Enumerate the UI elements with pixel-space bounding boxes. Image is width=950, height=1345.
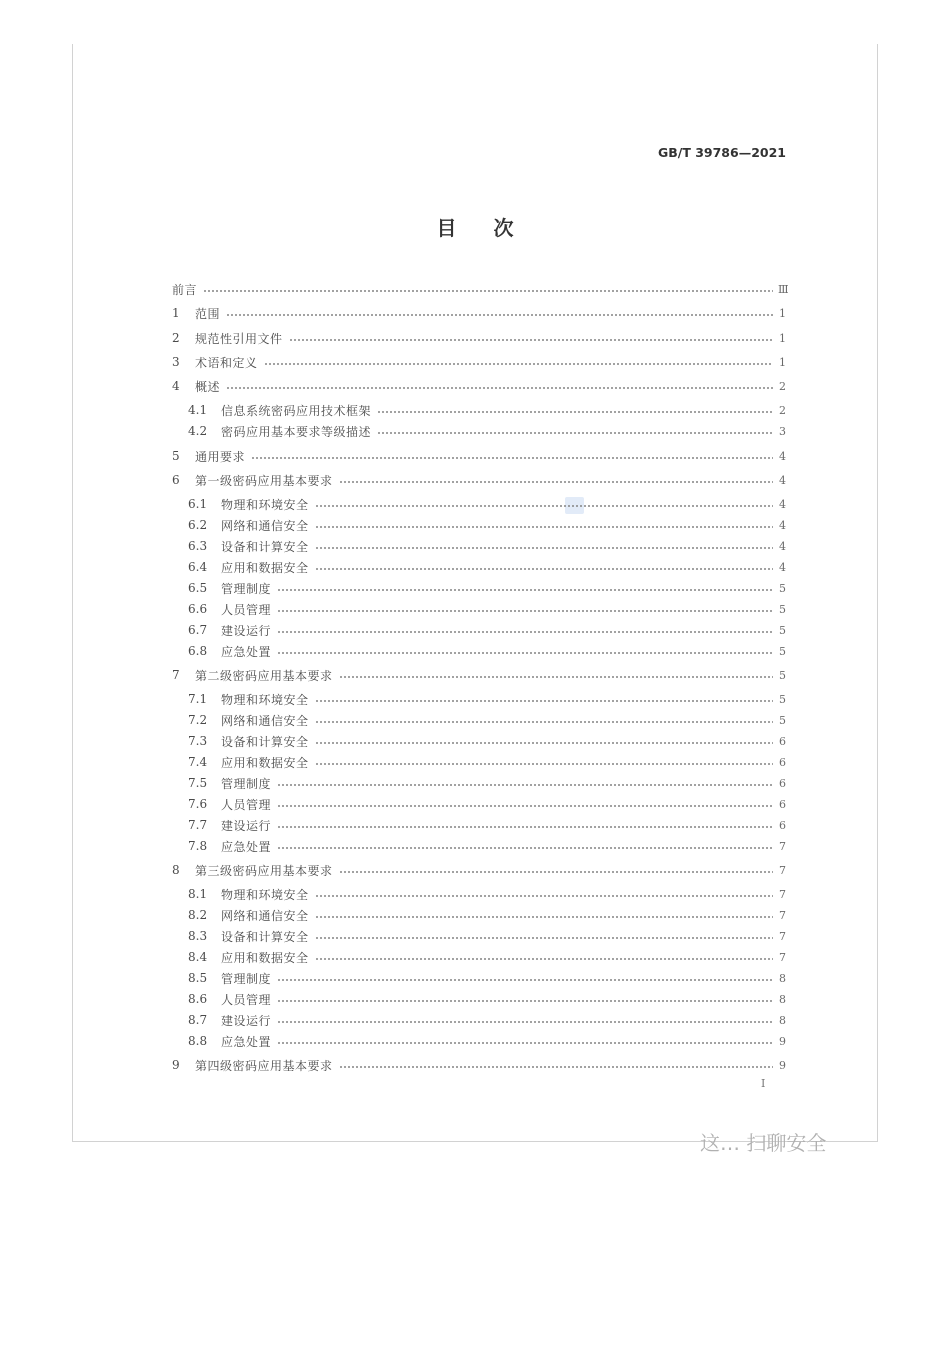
toc-entry-number: 7.2 bbox=[188, 713, 208, 727]
toc-leader-dots bbox=[315, 547, 773, 549]
toc-entry[interactable] bbox=[188, 927, 786, 945]
toc-entry-label: 建设运行 bbox=[221, 1013, 272, 1028]
toc-entry-label: 人员管理 bbox=[221, 602, 272, 617]
toc-leader-dots bbox=[377, 411, 773, 413]
toc-entry[interactable] bbox=[188, 621, 786, 639]
toc-entry-page: 6 bbox=[779, 797, 786, 811]
toc-entry-page: 3 bbox=[779, 424, 786, 438]
toc-entry-number: 8.7 bbox=[188, 1013, 208, 1027]
toc-leader-dots bbox=[315, 937, 773, 939]
toc-entry-label: 范围 bbox=[195, 306, 221, 321]
toc-entry-label: 网络和通信安全 bbox=[221, 713, 309, 728]
watermark-text: 这… 扫聊安全 bbox=[700, 1131, 827, 1155]
toc-entry[interactable] bbox=[172, 280, 789, 298]
toc-entry-number: 7.6 bbox=[188, 797, 208, 811]
toc-entry-label: 第四级密码应用基本要求 bbox=[195, 1058, 333, 1073]
toc-entry[interactable] bbox=[172, 861, 786, 879]
toc-entry-label: 管理制度 bbox=[221, 581, 272, 596]
toc-leader-dots bbox=[315, 721, 773, 723]
toc-entry-label: 第三级密码应用基本要求 bbox=[195, 863, 333, 878]
toc-entry-number: 1 bbox=[172, 306, 180, 320]
toc-entry-page: 7 bbox=[779, 908, 786, 922]
toc-entry-page: 9 bbox=[779, 1034, 786, 1048]
toc-entry-page: 8 bbox=[779, 1013, 786, 1027]
toc-leader-dots bbox=[277, 652, 773, 654]
toc-entry-label: 管理制度 bbox=[221, 971, 272, 986]
toc-leader-dots bbox=[277, 631, 773, 633]
toc-entry-page: 8 bbox=[779, 971, 786, 985]
toc-entry-number: 8 bbox=[172, 863, 180, 877]
toc-entry-number: 6.2 bbox=[188, 518, 208, 532]
toc-entry[interactable] bbox=[188, 795, 786, 813]
toc-entry-page: 8 bbox=[779, 992, 786, 1006]
toc-entry-label: 应用和数据安全 bbox=[221, 950, 309, 965]
toc-entry[interactable] bbox=[188, 711, 786, 729]
toc-entry-number: 8.6 bbox=[188, 992, 208, 1006]
toc-entry[interactable] bbox=[188, 774, 786, 792]
toc-entry-label: 信息系统密码应用技术框架 bbox=[221, 403, 372, 418]
toc-entry[interactable] bbox=[188, 1032, 786, 1050]
toc-entry-number: 7.8 bbox=[188, 839, 208, 853]
toc-leader-dots bbox=[339, 481, 773, 483]
toc-entry-number: 9 bbox=[172, 1058, 180, 1072]
toc-entry[interactable] bbox=[188, 690, 786, 708]
toc-entry-label: 人员管理 bbox=[221, 992, 272, 1007]
toc-entry-number: 6.1 bbox=[188, 497, 208, 511]
toc-entry-number: 4.1 bbox=[188, 403, 208, 417]
toc-entry-number: 6.6 bbox=[188, 602, 208, 616]
toc-entry-number: 7.7 bbox=[188, 818, 208, 832]
toc-entry-number: 6 bbox=[172, 473, 180, 487]
toc-entry-page: 4 bbox=[779, 560, 786, 574]
toc-entry-label: 管理制度 bbox=[221, 776, 272, 791]
toc-entry-page: 1 bbox=[779, 331, 786, 345]
toc-entry[interactable] bbox=[188, 732, 786, 750]
footer-page-number: I bbox=[761, 1077, 766, 1090]
toc-entry[interactable] bbox=[172, 329, 786, 347]
toc-entry-label: 应用和数据安全 bbox=[221, 560, 309, 575]
toc-entry-number: 2 bbox=[172, 331, 180, 345]
toc-entry[interactable] bbox=[188, 885, 786, 903]
toc-leader-dots bbox=[289, 339, 773, 341]
toc-entry[interactable] bbox=[188, 1011, 786, 1029]
toc-entry-number: 6.8 bbox=[188, 644, 208, 658]
toc-entry-number: 8.1 bbox=[188, 887, 208, 901]
toc-leader-dots bbox=[277, 847, 773, 849]
toc-entry-label: 人员管理 bbox=[221, 797, 272, 812]
toc-entry[interactable] bbox=[188, 558, 786, 576]
toc-leader-dots bbox=[315, 763, 773, 765]
toc-entry-label: 网络和通信安全 bbox=[221, 518, 309, 533]
toc-entry-label: 第二级密码应用基本要求 bbox=[195, 668, 333, 683]
toc-leader-dots bbox=[277, 1042, 773, 1044]
toc-entry[interactable] bbox=[188, 495, 786, 513]
toc-entry-label: 网络和通信安全 bbox=[221, 908, 309, 923]
toc-entry-page: 5 bbox=[779, 602, 786, 616]
toc-entry-number: 7.4 bbox=[188, 755, 208, 769]
toc-entry-label: 前言 bbox=[172, 282, 198, 297]
toc-entry-label: 应急处置 bbox=[221, 839, 272, 854]
toc-entry[interactable] bbox=[172, 304, 786, 322]
toc-leader-dots bbox=[277, 1000, 773, 1002]
toc-entry[interactable] bbox=[188, 516, 786, 534]
toc-entry-page: 4 bbox=[779, 497, 786, 511]
toc-entry-label: 设备和计算安全 bbox=[221, 929, 309, 944]
toc-leader-dots bbox=[277, 826, 773, 828]
toc-leader-dots bbox=[315, 526, 773, 528]
toc-entry-number: 3 bbox=[172, 355, 180, 369]
toc-entry[interactable] bbox=[188, 642, 786, 660]
toc-leader-dots bbox=[277, 979, 773, 981]
toc-entry-number: 6.3 bbox=[188, 539, 208, 553]
watermark-logo bbox=[700, 1128, 850, 1155]
toc-entry-page: 9 bbox=[779, 1058, 786, 1072]
toc-leader-dots bbox=[277, 1021, 773, 1023]
toc-leader-dots bbox=[277, 805, 773, 807]
toc-entry[interactable] bbox=[172, 377, 786, 395]
toc-entry-page: 2 bbox=[779, 403, 786, 417]
toc-entry-page: 5 bbox=[779, 623, 786, 637]
title-char-1: 目 bbox=[436, 216, 457, 240]
toc-entry[interactable] bbox=[172, 447, 786, 465]
toc-entry[interactable] bbox=[188, 837, 786, 855]
toc-entry-page: 4 bbox=[779, 449, 786, 463]
toc-leader-dots bbox=[203, 290, 773, 292]
toc-entry-page: 6 bbox=[779, 755, 786, 769]
toc-leader-dots bbox=[277, 589, 773, 591]
toc-entry-label: 设备和计算安全 bbox=[221, 539, 309, 554]
toc-entry-page: 7 bbox=[779, 950, 786, 964]
standard-number: GB/T 39786—2021 bbox=[657, 145, 786, 160]
toc-leader-dots bbox=[226, 314, 773, 316]
toc-leader-dots bbox=[226, 387, 773, 389]
toc-leader-dots bbox=[277, 610, 773, 612]
toc-entry[interactable] bbox=[188, 948, 786, 966]
toc-leader-dots bbox=[339, 676, 773, 678]
toc-entry[interactable] bbox=[188, 969, 786, 987]
toc-entry-number: 6.5 bbox=[188, 581, 208, 595]
toc-entry[interactable] bbox=[188, 906, 786, 924]
toc-entry-label: 建设运行 bbox=[221, 623, 272, 638]
toc-entry-page: 2 bbox=[779, 379, 786, 393]
toc-entry-label: 规范性引用文件 bbox=[195, 331, 283, 346]
toc-entry-page: 6 bbox=[779, 776, 786, 790]
toc-entry-page: 4 bbox=[779, 518, 786, 532]
toc-entry-label: 通用要求 bbox=[195, 449, 246, 464]
toc-entry-number: 7.5 bbox=[188, 776, 208, 790]
toc-leader-dots bbox=[251, 457, 773, 459]
toc-entry-label: 建设运行 bbox=[221, 818, 272, 833]
toc-entry-number: 6.4 bbox=[188, 560, 208, 574]
toc-entry-page: 7 bbox=[779, 863, 786, 877]
toc-entry[interactable] bbox=[188, 422, 786, 440]
toc-entry[interactable] bbox=[172, 1056, 786, 1074]
toc-leader-dots bbox=[315, 958, 773, 960]
toc-entry-page: 4 bbox=[779, 473, 786, 487]
toc-entry-label: 物理和环境安全 bbox=[221, 692, 309, 707]
toc-entry-number: 6.7 bbox=[188, 623, 208, 637]
toc-entry[interactable] bbox=[172, 666, 786, 684]
toc-entry-page: 7 bbox=[779, 887, 786, 901]
toc-entry-number: 7.3 bbox=[188, 734, 208, 748]
toc-entry-page: 5 bbox=[779, 713, 786, 727]
toc-entry-page: 1 bbox=[779, 306, 786, 320]
toc-entry-label: 物理和环境安全 bbox=[221, 497, 309, 512]
toc-entry[interactable] bbox=[188, 600, 786, 618]
toc-leader-dots bbox=[277, 784, 773, 786]
toc-entry-page: 4 bbox=[779, 539, 786, 553]
toc-entry-page: 6 bbox=[779, 818, 786, 832]
toc-entry-number: 4.2 bbox=[188, 424, 208, 438]
toc-entry-number: 8.3 bbox=[188, 929, 208, 943]
toc-entry-number: 7.1 bbox=[188, 692, 208, 706]
toc-leader-dots bbox=[315, 916, 773, 918]
toc-entry[interactable] bbox=[188, 753, 786, 771]
toc-entry-label: 设备和计算安全 bbox=[221, 734, 309, 749]
toc-entry[interactable] bbox=[188, 816, 786, 834]
toc-entry-page: 5 bbox=[779, 668, 786, 682]
page-title bbox=[0, 212, 950, 241]
toc-entry-number: 4 bbox=[172, 379, 180, 393]
toc-entry[interactable] bbox=[172, 471, 786, 489]
toc-leader-dots bbox=[315, 742, 773, 744]
toc-leader-dots bbox=[339, 1066, 773, 1068]
toc-entry-page: 1 bbox=[779, 355, 786, 369]
toc-leader-dots bbox=[377, 432, 773, 434]
toc-entry-label: 概述 bbox=[195, 379, 221, 394]
toc-entry-label: 密码应用基本要求等级描述 bbox=[221, 424, 372, 439]
toc-leader-dots bbox=[315, 505, 773, 507]
toc-entry-label: 应急处置 bbox=[221, 1034, 272, 1049]
toc-entry-number: 8.4 bbox=[188, 950, 208, 964]
toc-entry-label: 应急处置 bbox=[221, 644, 272, 659]
toc-entry-number: 5 bbox=[172, 449, 180, 463]
toc-leader-dots bbox=[315, 895, 773, 897]
toc-entry-page: 7 bbox=[779, 839, 786, 853]
toc-entry-number: 8.5 bbox=[188, 971, 208, 985]
toc-entry[interactable] bbox=[188, 401, 786, 419]
toc-entry-page: Ⅲ bbox=[778, 282, 789, 296]
toc-entry-page: 5 bbox=[779, 581, 786, 595]
toc-entry[interactable] bbox=[188, 537, 786, 555]
toc-entry-number: 7 bbox=[172, 668, 180, 682]
toc-leader-dots bbox=[315, 568, 773, 570]
toc-leader-dots bbox=[315, 700, 773, 702]
toc-entry[interactable] bbox=[172, 353, 786, 371]
toc-entry-page: 5 bbox=[779, 692, 786, 706]
toc-entry[interactable] bbox=[188, 990, 786, 1008]
toc-entry-page: 7 bbox=[779, 929, 786, 943]
toc-entry[interactable] bbox=[188, 579, 786, 597]
toc-entry-label: 术语和定义 bbox=[195, 355, 258, 370]
toc-leader-dots bbox=[264, 363, 773, 365]
toc-entry-label: 第一级密码应用基本要求 bbox=[195, 473, 333, 488]
title-char-2: 次 bbox=[493, 216, 514, 240]
toc-entry-number: 8.2 bbox=[188, 908, 208, 922]
toc-entry-page: 6 bbox=[779, 734, 786, 748]
toc-leader-dots bbox=[339, 871, 773, 873]
toc-entry-page: 5 bbox=[779, 644, 786, 658]
toc-entry-label: 应用和数据安全 bbox=[221, 755, 309, 770]
toc-entry-label: 物理和环境安全 bbox=[221, 887, 309, 902]
toc-entry-number: 8.8 bbox=[188, 1034, 208, 1048]
